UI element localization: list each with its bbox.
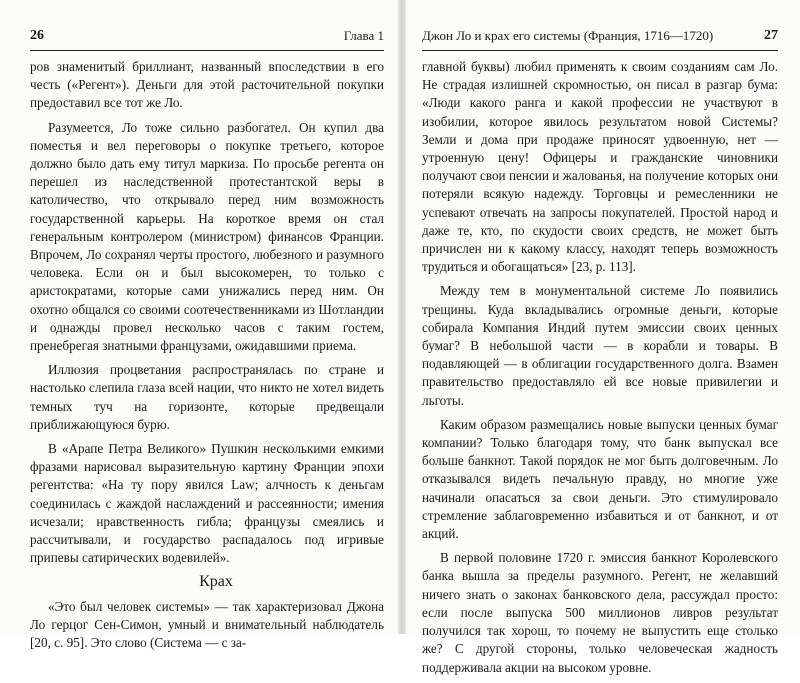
page-number: 27 <box>764 28 778 43</box>
left-page <box>0 0 402 651</box>
left-page-body <box>30 58 384 658</box>
paragraph: Между тем в монументальной системе Ло появились трещины. Куда вкладывались огромные деньги, которые собирала Компания Индий путем эмиссии своих ценных бумаг? В небольшой части — в корабли и товары. В подавляющей — в облигации государственного долга. Взамен правительство предоставляло ей все новые привилегии и льготы. <box>422 283 778 408</box>
paragraph: В «Арапе Петра Великого» Пушкин несколькими емкими фразами нарисовал выразительную картину Франции эпохи регентства: «На ту пору явился Law; алчность к деньгам соединилась с жаждой наслаждений и рассеянности; имения исчезали; нравственность гибла; французы смеялись и рассчитывали, и государство распадалось под игривые припевы сатирических водевилей». <box>30 441 384 566</box>
left-page-header <box>0 28 402 48</box>
section-title: Крах <box>199 573 233 591</box>
header-rule <box>30 50 384 51</box>
right-page-header <box>402 28 800 48</box>
paragraph: «Это был человек системы» — так характеризовал Джона Ло герцог Сен-Симон, умный и внимательный наблюдатель [20, с. 95]. Это слово (Система — с за- <box>30 598 384 651</box>
running-head: Джон Ло и крах его системы (Франция, 1716—1720) <box>422 28 714 43</box>
running-head: Глава 1 <box>343 28 384 43</box>
right-page-body <box>422 58 778 683</box>
right-page <box>402 0 800 675</box>
header-rule <box>422 50 778 51</box>
paragraph: Разумеется, Ло тоже сильно разбогател. Он купил два поместья и вел переговоры о покупке третьего, которое должно было дать ему титул маркиза. По просьбе регента он перешел из наследственной протестантской веры в католичество, что открывало перед ним возможность государственной карьеры. На короткое время он стал генеральным контролером (министром) финансов Франции. Впрочем, Ло сохранял черты простого, любезного и разумного человека. Если он и был высокомерен, то только с аристократами, которые сами унижались перед ним. Он охотно общался со своими соотечественниками из Шотландии и однажды провел несколько часов с таким гостем, пренебрегая знатными французами, ожидавшими приема. <box>30 119 384 354</box>
page-number: 26 <box>30 28 44 43</box>
paragraph: Каким образом размещались новые выпуски ценных бумаг компании? Только благодаря тому, что банк выпускал все больше банкнот. Такой порядок не мог быть долговечным. Ло отказывался видеть печальную правду, но многие уже начинали опасаться за свои деньги. Это стимулировало стремление заблаговременно избавиться и от банкнот, и от акций. <box>422 416 778 542</box>
paragraph: В первой половине 1720 г. эмиссия банкнот Королевского банка вышла за пределы разумного. Регент, не желавший ничего знать о законах банковского дела, рассуждал просто: если после выпуска 500 миллионов ливров результат получился так хорош, то почему не выпустить еще столько же? С другой стороны, только человеческая жадность поддерживала акции на высоком уровне. <box>422 550 778 675</box>
paragraph: Иллюзия процветания распространялась по стране и настолько слепила глаза всей нации, что никто не хотел видеть темных туч на горизонте, которые предвещали приближающуюся бурю. <box>30 362 384 432</box>
paragraph: главной буквы) любил применять к своим созданиям сам Ло. Не страдая излишней скромностью, он писал в разгар бума: «Люди какого ранга и какой профессии не участвуют в изобилии, которое явилось результатом новой Системы? Земли и дома при продаже приносят удвоенную, нет — утроенную цену! Офицеры и гражданские чиновники получают свои пенсии и жалованья, на получение которых они потеряли всякую надежду. Торговцы и ремесленники не успевают отвечать на запросы покупателей. Простой народ и даже те, кто, по скудости своих средств, не может быть причислен ни к какому классу, находят теперь возможность трудиться и обогащаться» [23, р. 113]. <box>422 59 778 275</box>
paragraph: ров знаменитый бриллиант, названный впоследствии в его честь («Регент»). Деньги для этой расточительной покупки предоставил все тот же Ло. <box>30 59 384 111</box>
